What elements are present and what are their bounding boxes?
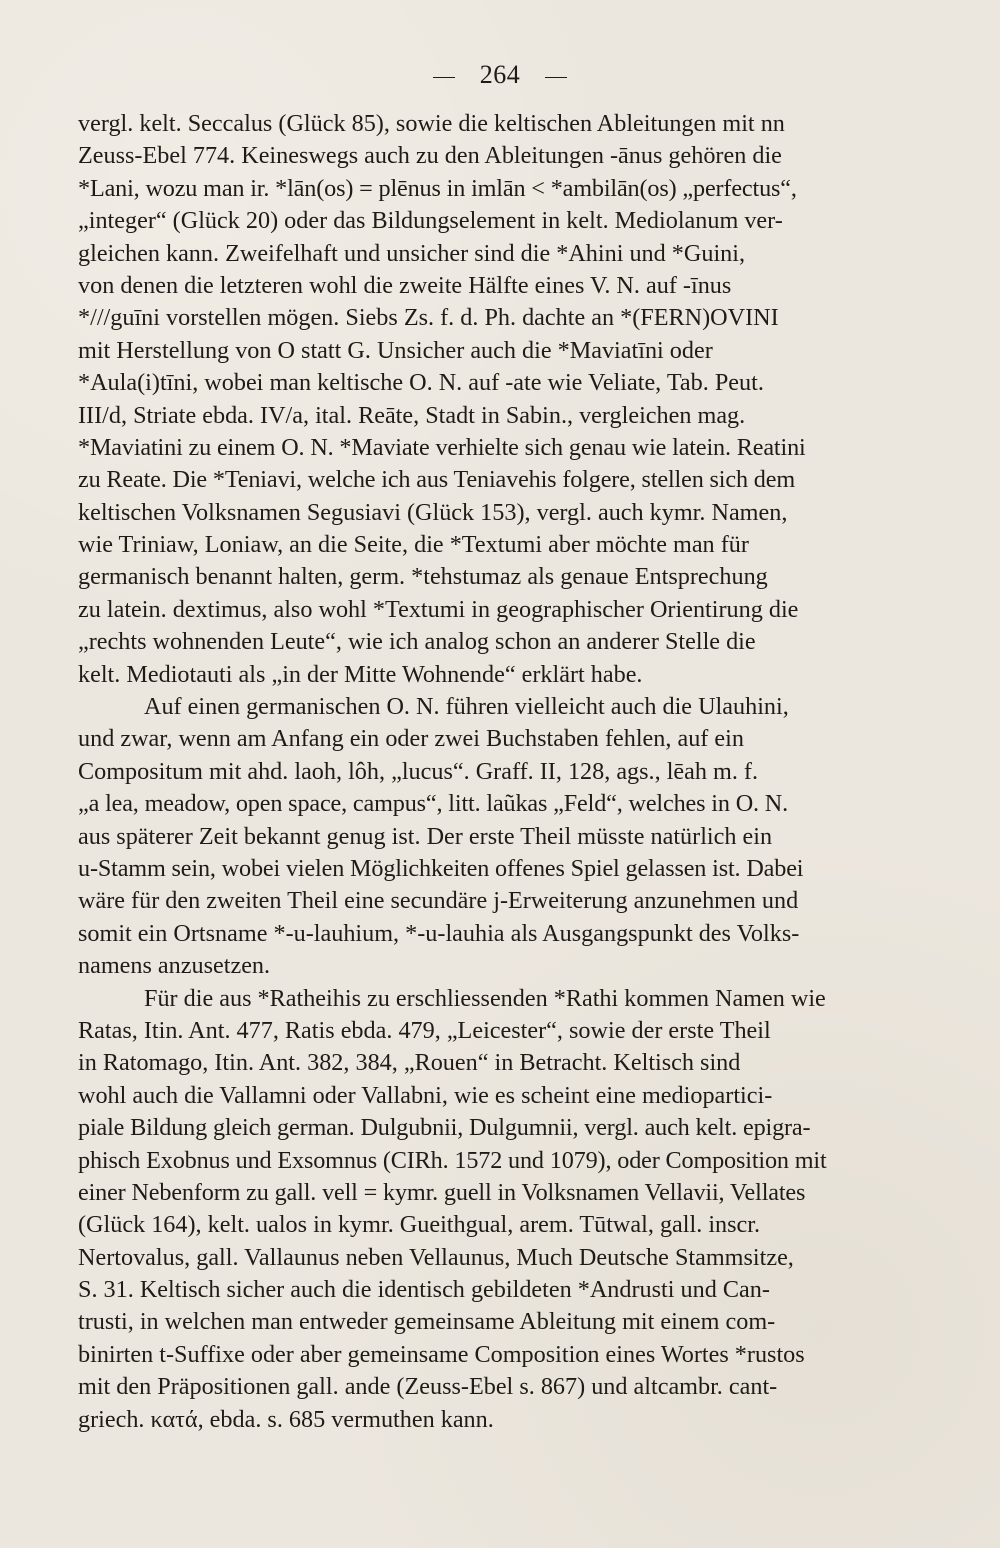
body-text — [78, 108, 924, 1436]
text-line-26: somit ein Ortsname *-u-lauhium, *-u-lauhia als Ausgangspunkt des Volks- — [78, 919, 800, 947]
text-line-17: „rechts wohnenden Leute“, wie ich analog schon an anderer Stelle die — [78, 628, 756, 656]
text-line-3: *Lani, wozu man ir. *lān(os) = plēnus in imlān < *ambilān(os) „perfectus“, — [78, 174, 797, 202]
text-line-36: Nertovalus, gall. Vallaunus neben Vellaunus, Much Deutsche Stammsitze, — [78, 1243, 794, 1271]
text-line-2: Zeuss-Ebel 774. Keineswegs auch zu den Ableitungen -ānus gehören die — [78, 142, 782, 170]
text-line-29: Ratas, Itin. Ant. 477, Ratis ebda. 479, „Leicester“, sowie der erste Theil — [78, 1016, 771, 1044]
text-line-21: Compositum mit ahd. laoh, lôh, „lucus“. Graff. II, 128, ags., lēah m. f. — [78, 757, 759, 785]
text-line-7: *///guīni vorstellen mögen. Siebs Zs. f. d. Ph. dachte an *(FERN)OVINI — [78, 304, 779, 332]
text-line-13: keltischen Volksnamen Segusiavi (Glück 153), vergl. auch kymr. Namen, — [78, 498, 788, 526]
text-line-38: trusti, in welchen man entweder gemeinsame Ableitung mit einem com- — [78, 1308, 776, 1336]
text-line-1: vergl. kelt. Seccalus (Glück 85), sowie die keltischen Ableitungen mit nn — [78, 110, 785, 137]
text-line-28: Für die aus *Ratheihis zu erschliessenden *Rathi kommen Namen wie — [144, 984, 826, 1012]
text-line-14: wie Triniaw, Loniaw, an die Seite, die *Textumi aber möchte man für — [78, 531, 749, 559]
text-line-20: und zwar, wenn am Anfang ein oder zwei Buchstaben fehlen, auf ein — [78, 725, 744, 753]
text-line-39: binirten t-Suffixe oder aber gemeinsame Composition eines Wortes *rustos — [78, 1340, 805, 1368]
text-line-32: piale Bildung gleich german. Dulgubnii, Dulgumnii, vergl. auch kelt. epigra- — [78, 1114, 811, 1142]
text-line-6: von denen die letzteren wohl die zweite Hälfte eines V. N. auf -īnus — [78, 271, 732, 299]
page-number-right-dash — [545, 77, 567, 78]
text-line-37: S. 31. Keltisch sicher auch die identisch gebildeten *Andrusti und Can- — [78, 1276, 770, 1304]
text-line-23: aus späterer Zeit bekannt genug ist. Der erste Theil müsste natürlich ein — [78, 822, 773, 850]
text-line-19: Auf einen germanischen O. N. führen vielleicht auch die Ulauhini, — [144, 693, 789, 721]
text-line-9: *Aula(i)tīni, wobei man keltische O. N. auf -ate wie Veliate, Tab. Peut. — [78, 369, 764, 397]
text-line-8: mit Herstellung von O statt G. Unsicher auch die *Maviatīni oder — [78, 336, 713, 364]
text-line-33: phisch Exobnus und Exsomnus (CIRh. 1572 und 1079), oder Composition mit — [78, 1146, 827, 1174]
page-number-left-dash — [433, 77, 455, 78]
text-line-41: griech. κατά, ebda. s. 685 vermuthen kann. — [78, 1405, 494, 1433]
text-line-22: „a lea, meadow, open space, campus“, litt. laũkas „Feld“, welches in O. N. — [78, 790, 789, 818]
text-line-24: u-Stamm sein, wobei vielen Möglichkeiten offenes Spiel gelassen ist. Dabei — [78, 854, 804, 882]
text-line-11: *Maviatini zu einem O. N. *Maviate verhielte sich genau wie latein. Reatini — [78, 433, 806, 461]
text-line-12: zu Reate. Die *Teniavi, welche ich aus Teniavehis folgere, stellen sich dem — [78, 466, 795, 494]
text-line-5: gleichen kann. Zweifelhaft und unsicher sind die *Ahini und *Guini, — [78, 239, 746, 267]
text-line-18: kelt. Mediotauti als „in der Mitte Wohnende“ erklärt habe. — [78, 660, 643, 688]
text-line-25: wäre für den zweiten Theil eine secundäre j-Erweiterung anzunehmen und — [78, 887, 799, 915]
page-number-header — [0, 60, 1000, 90]
text-line-16: zu latein. dextimus, also wohl *Textumi in geographischer Orientirung die — [78, 595, 799, 623]
text-line-35: (Glück 164), kelt. ualos in kymr. Gueithgual, arem. Tūtwal, gall. inscr. — [78, 1211, 761, 1239]
page-number: 264 — [479, 60, 521, 89]
text-line-4: „integer“ (Glück 20) oder das Bildungselement in kelt. Mediolanum ver- — [78, 207, 783, 235]
text-line-15: germanisch benannt halten, germ. *tehstumaz als genaue Entsprechung — [78, 563, 768, 591]
text-line-34: einer Nebenform zu gall. vell = kymr. guell in Volksnamen Vellavii, Vellates — [78, 1178, 806, 1206]
text-line-10: III/d, Striate ebda. IV/a, ital. Reāte, Stadt in Sabin., vergleichen mag. — [78, 401, 746, 429]
text-line-31: wohl auch die Vallamni oder Vallabni, wie es scheint eine mediopartici- — [78, 1081, 773, 1109]
text-line-27: namens anzusetzen. — [78, 952, 271, 980]
text-line-30: in Ratomago, Itin. Ant. 382, 384, „Rouen“ in Betracht. Keltisch sind — [78, 1049, 741, 1077]
text-line-40: mit den Präpositionen gall. ande (Zeuss-Ebel s. 867) und altcambr. cant- — [78, 1373, 778, 1401]
